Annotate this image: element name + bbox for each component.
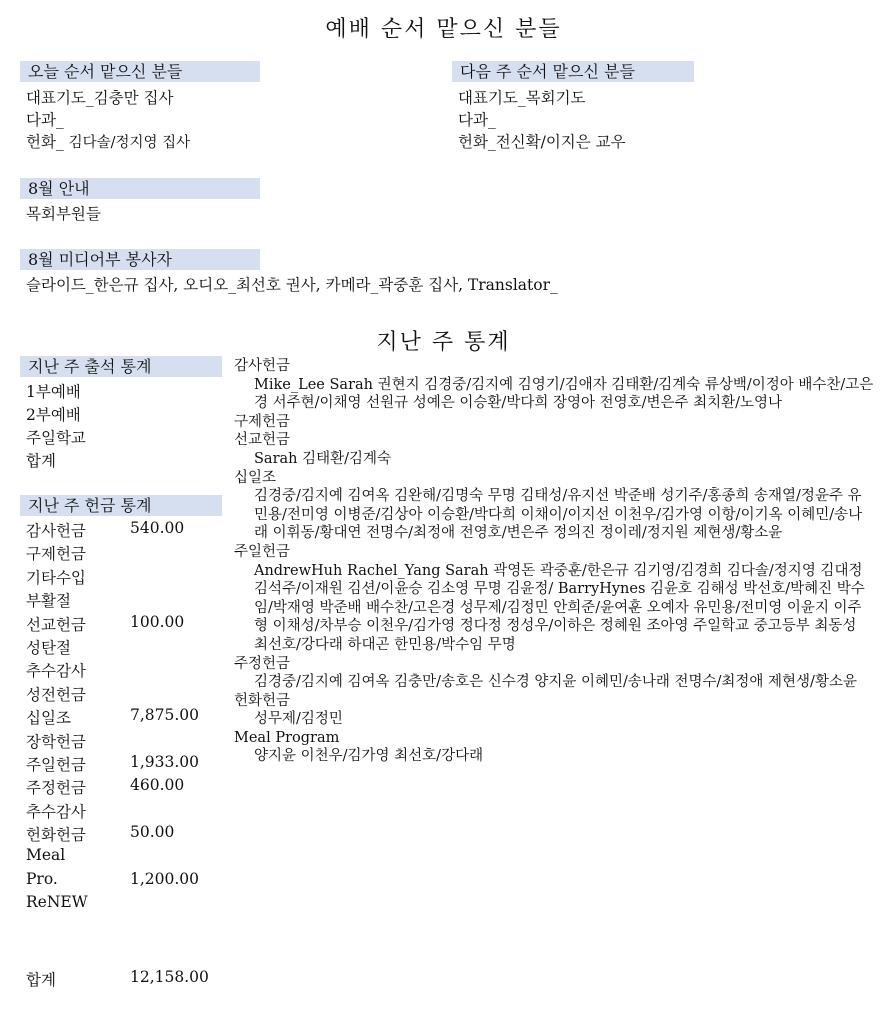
page-title: 예배 순서 맡으신 분들: [325, 17, 562, 42]
attendance-list: [26, 381, 86, 473]
offering-row: [26, 542, 226, 565]
stats-title: 지난 주 통계: [376, 330, 511, 355]
offering-amount: 460.00: [130, 776, 185, 795]
next-week-refreshment: 다과_: [458, 111, 496, 129]
guide-header: 8월 안내: [20, 178, 260, 199]
offering-label: 주일헌금: [26, 755, 86, 774]
attendance-item: 1부예배: [26, 383, 81, 401]
offering-label: 부활절: [26, 592, 71, 611]
offering-label: 헌화헌금: [26, 826, 86, 845]
offering-row: [26, 706, 226, 729]
offering-amount: 7,875.00: [130, 706, 200, 725]
donor-category: 헌화헌금: [234, 692, 291, 709]
next-week-header: 다음 주 순서 맡으신 분들: [452, 61, 694, 82]
donor-category: 구제헌금: [234, 413, 291, 430]
offering-label: ReNEW: [26, 893, 88, 912]
offering-total-row: [26, 968, 226, 991]
offering-label: 추수감사: [26, 802, 86, 821]
donor-names: Sarah 김태환/김계숙: [254, 450, 392, 467]
guide-value: 목회부원들: [26, 205, 101, 223]
donor-names: 김경중/김지예 김여옥 김완해/김명숙 무명 김태성/유지선 박준배 성기주/홍종희 송재열/정윤주 유민용/전미영 이병준/김상아 이승환/박다희 이채이/이지선 이천우/김가영 이항/이기옥 이혜민/송나래 이휘동/황대연 전명수/최정애 전영호/변은주 정의진 정이레/정지원 제현생/황소윤: [254, 488, 863, 542]
today-header: 오늘 순서 맡으신 분들: [20, 61, 260, 82]
offering-row: [26, 846, 226, 869]
offering-label: 구제헌금: [26, 545, 86, 564]
next-week-list: [458, 87, 626, 153]
offering-row: [26, 870, 226, 893]
offering-row: [26, 800, 226, 823]
offering-stats-header: 지난 주 헌금 통계: [20, 495, 222, 516]
offering-label: 주정헌금: [26, 779, 86, 798]
today-refreshment: 다과_: [26, 111, 64, 129]
offering-total-label: 합계: [26, 971, 56, 989]
offering-row: [26, 683, 226, 706]
offering-row: [26, 776, 226, 799]
offering-label: 성탄절: [26, 638, 71, 657]
offering-label: Meal: [26, 846, 66, 865]
offering-amount: 50.00: [130, 823, 175, 842]
offering-amount: 1,200.00: [130, 869, 200, 888]
offering-row: [26, 589, 226, 612]
offering-stats-table: [26, 519, 226, 917]
offering-amount: 1,933.00: [130, 752, 200, 771]
today-prayer: 대표기도_김충만 집사: [26, 89, 174, 107]
offering-label: 기타수입: [26, 568, 86, 587]
today-list: [26, 87, 190, 154]
offering-label: Pro.: [26, 869, 58, 888]
today-offering-names: 김다솔/정지영 집사: [68, 135, 191, 151]
offering-row: [26, 613, 226, 636]
donor-names: AndrewHuh Rachel_Yang Sarah 곽영돈 곽중훈/한은규 김기영/김경희 김다솔/정지영 김대정 김석주/이재원 김션/이윤승 김소영 무명 김윤정/ BarryHynes 김윤호 김해성 박선호/박혜진 박수임/박재영 박준배 배수찬/고은경 성무제/김정민 안희준/윤여훈 오예자 유민용/전미영 이윤지 이주형 이채성/차부승 이천우/김가영 정다정 정성우/이하은 정혜원 조아영 주일학교 중고등부 최동성 최선호/강다래 하대곤 한민용/박수임 무명: [254, 562, 865, 653]
today-offering: [26, 131, 190, 154]
donor-list: [234, 357, 874, 766]
attendance-item: 합계: [26, 452, 56, 470]
offering-label: 십일조: [26, 709, 71, 728]
offering-total-amount: 12,158.00: [130, 968, 209, 986]
media-header: 8월 미디어부 봉사자: [20, 249, 260, 270]
offering-amount: 100.00: [130, 612, 185, 631]
offering-row: [26, 659, 226, 682]
attendance-item: 2부예배: [26, 406, 81, 424]
donor-category: 주일헌금: [234, 543, 291, 560]
offering-amount: 540.00: [130, 519, 185, 537]
donor-category: 주정헌금: [234, 655, 291, 672]
attendance-item: 주일학교: [26, 429, 86, 447]
donor-names: Mike_Lee Sarah 권현지 김경중/김지예 김영기/김애자 김태환/김계숙 류상백/이정아 배수찬/고은경 서주현/이채영 선원규 성예은 이승환/박다희 장영아 전영호/변은주 최치환/노영나: [254, 376, 874, 412]
media-value: 슬라이드_한은규 집사, 오디오_최선호 권사, 카메라_곽중훈 집사, Translator_: [26, 276, 558, 294]
offering-total: [26, 968, 226, 991]
today-offering-prefix: 헌화_: [26, 133, 69, 151]
offering-label: 추수감사: [26, 662, 86, 681]
donor-names: 김경중/김지예 김여옥 김충만/송호은 신수경 양지윤 이혜민/송나래 전명수/최정애 제현생/황소윤: [254, 674, 857, 691]
offering-row: [26, 566, 226, 589]
offering-label: 감사헌금: [26, 522, 86, 540]
donor-names: 성무제/김정민: [254, 711, 343, 728]
offering-row: [26, 636, 226, 659]
donor-category: 감사헌금: [234, 358, 291, 374]
offering-row: [26, 893, 226, 916]
donor-category: 십일조: [234, 469, 277, 486]
offering-row: [26, 730, 226, 753]
offering-label: 선교헌금: [26, 615, 86, 634]
donor-names: 양지윤 이천우/김가영 최선호/강다래: [254, 748, 484, 765]
offering-label: 성전헌금: [26, 685, 86, 704]
attendance-header: 지난 주 출석 통계: [20, 356, 222, 377]
offering-label: 장학헌금: [26, 732, 86, 751]
offering-row: [26, 753, 226, 776]
offering-row: [26, 823, 226, 846]
offering-row: [26, 519, 226, 542]
donor-category: Meal Program: [234, 729, 340, 746]
next-week-offering: 헌화_전신확/이지은 교우: [458, 133, 626, 151]
next-week-prayer: 대표기도_목회기도: [458, 89, 586, 107]
donor-category: 선교헌금: [234, 432, 291, 449]
